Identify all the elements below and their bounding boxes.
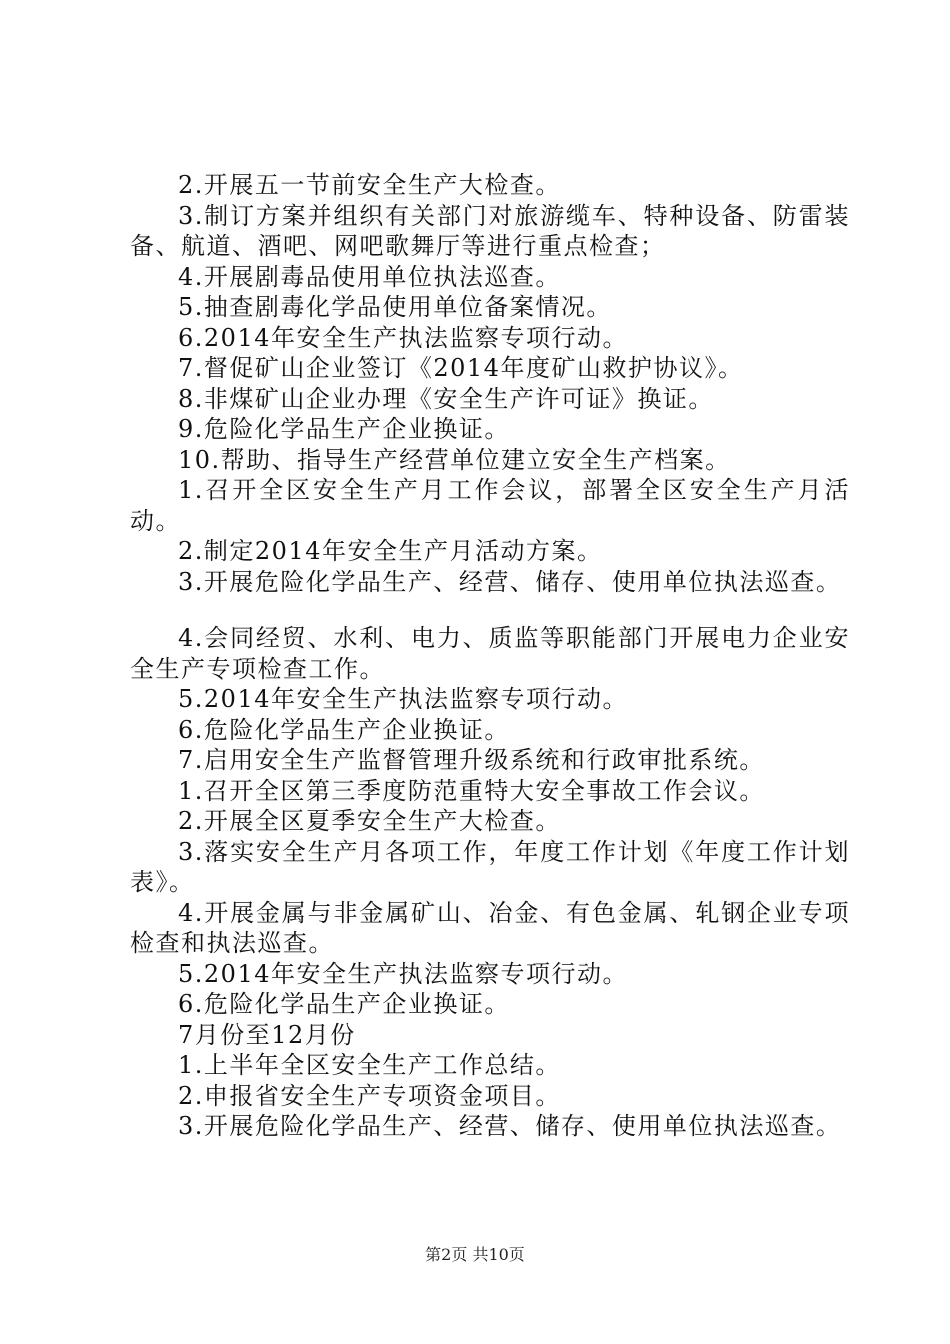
document-body — [130, 170, 850, 1142]
paragraph: 4.开展金属与非金属矿山、冶金、有色金属、轧钢企业专项检查和执法巡查。 — [130, 898, 850, 957]
paragraph: 9.危险化学品生产企业换证。 — [178, 415, 510, 443]
paragraph: 5.2014年安全生产执法监察专项行动。 — [178, 959, 628, 988]
paragraph: 10.帮助、指导生产经营单位建立安全生产档案。 — [178, 445, 731, 474]
page-footer: 第2页 共10页 — [425, 1245, 525, 1264]
paragraph: 5.抽查剧毒化学品使用单位备案情况。 — [178, 293, 612, 321]
paragraph: 6.危险化学品生产企业换证。 — [178, 715, 510, 744]
paragraph: 2.申报省安全生产专项资金项目。 — [178, 1081, 561, 1110]
paragraph: 7.启用安全生产监督管理升级系统和行政审批系统。 — [178, 746, 765, 774]
paragraph: 1.上半年全区安全生产工作总结。 — [178, 1051, 561, 1079]
paragraph: 5.2014年安全生产执法监察专项行动。 — [178, 685, 628, 713]
paragraph: 1.召开全区安全生产月工作会议，部署全区安全生产月活动。 — [130, 476, 850, 535]
paragraph: 6.2014年安全生产执法监察专项行动。 — [178, 323, 628, 352]
paragraph: 2.开展五一节前安全生产大检查。 — [178, 171, 561, 199]
paragraph: 3.开展危险化学品生产、经营、储存、使用单位执法巡查。 — [178, 1112, 842, 1140]
paragraph: 2.制定2014年安全生产月活动方案。 — [178, 537, 603, 565]
paragraph: 3.开展危险化学品生产、经营、储存、使用单位执法巡查。 — [178, 567, 842, 596]
paragraph: 3.制订方案并组织有关部门对旅游缆车、特种设备、防雷装备、航道、酒吧、网吧歌舞厅等进行重点检查； — [130, 201, 850, 260]
paragraph: 4.开展剧毒品使用单位执法巡查。 — [178, 262, 561, 291]
paragraph-gap — [130, 597, 850, 623]
paragraph: 8.非煤矿山企业办理《安全生产许可证》换证。 — [178, 384, 714, 413]
paragraph: 7月份至12月份 — [178, 1020, 356, 1049]
paragraph: 2.开展全区夏季安全生产大检查。 — [178, 807, 561, 835]
paragraph: 7.督促矿山企业签订《2014年度矿山救护协议》。 — [178, 354, 744, 382]
paragraph: 6.危险化学品生产企业换证。 — [178, 990, 510, 1018]
paragraph: 3.落实安全生产月各项工作，年度工作计划《年度工作计划表》。 — [130, 837, 850, 896]
paragraph: 4.会同经贸、水利、电力、质监等职能部门开展电力企业安全生产专项检查工作。 — [130, 624, 850, 683]
paragraph: 1.召开全区第三季度防范重特大安全事故工作会议。 — [178, 776, 765, 805]
